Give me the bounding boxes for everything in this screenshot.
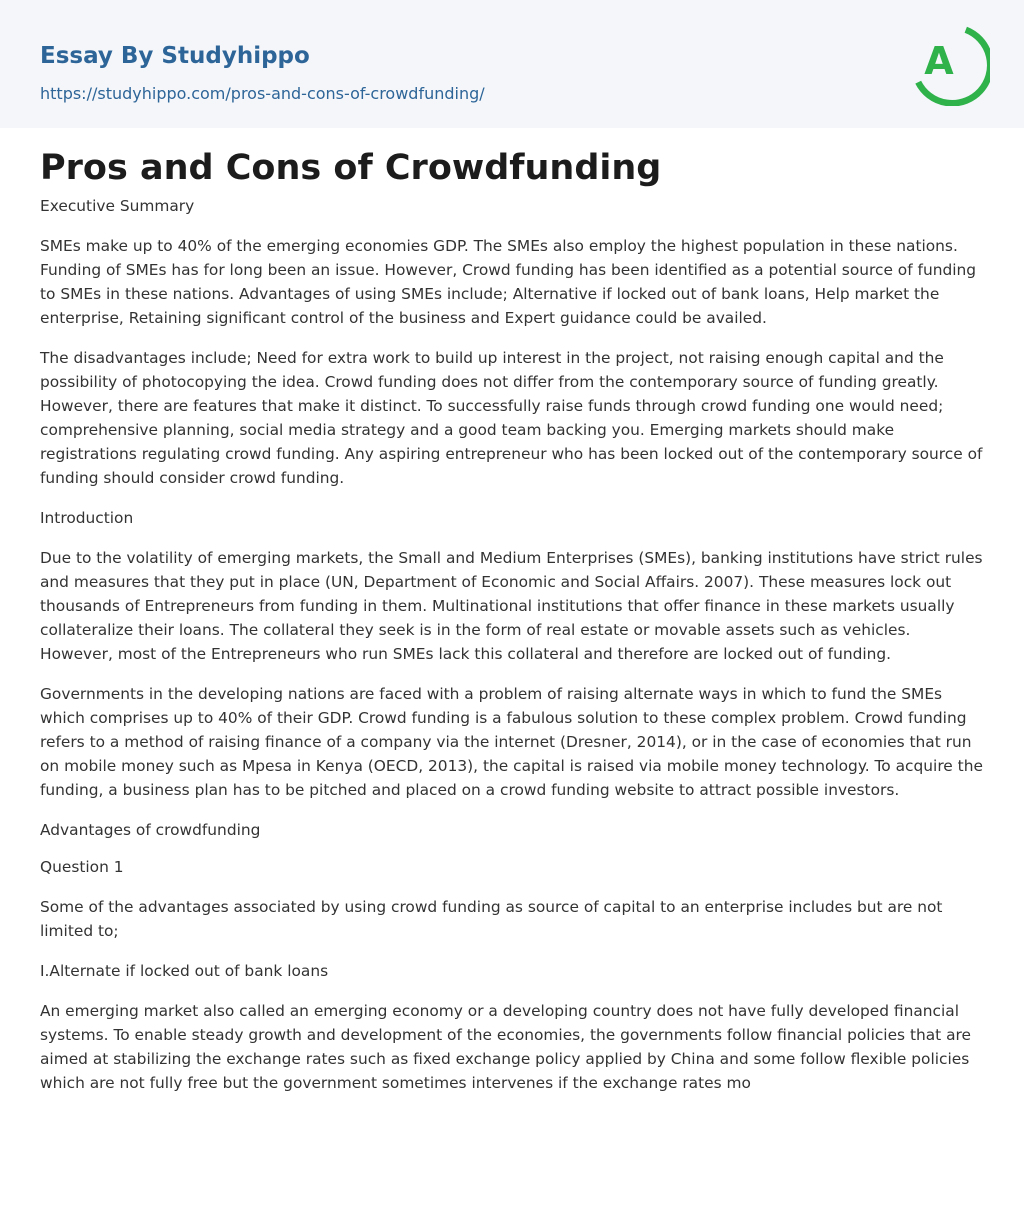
paragraph-3: Due to the volatility of emerging markets, the Small and Medium Enterprises (SMEs), banking institutions have strict rules and measures that they put in place (UN, Department of Economic and Social Affairs. 2007). These measures lock out thousands of Entrepreneurs from funding in them. Multinational institutions that offer finance in these markets usually collateralize their loans. The collateral they seek is in the form of real estate or movable assets such as vehicles. However, most of the Entrepreneurs who run SMEs lack this collateral and therefore are locked out of funding. xyxy=(40,549,983,663)
section-label-question-1: Question 1 xyxy=(40,858,124,876)
site-header xyxy=(0,0,1024,128)
section-label-advantages: Advantages of crowdfunding xyxy=(40,821,261,839)
paragraph-5: Some of the advantages associated by using crowd funding as source of capital to an enterprise includes but are not limited to; xyxy=(40,898,943,940)
section-label-executive-summary: Executive Summary xyxy=(40,197,195,215)
studyhippo-logo-icon[interactable] xyxy=(910,18,990,106)
section-label-introduction: Introduction xyxy=(40,509,134,527)
page-title: Pros and Cons of Crowdfunding xyxy=(40,148,662,188)
paragraph-6: An emerging market also called an emerging economy or a developing country does not have fully developed financial systems. To enable steady growth and development of the economies, the governments follow financial policies that are aimed at stabilizing the exchange rates such as fixed exchange policy applied by China and some follow flexible policies which are not fully free but the government sometimes intervenes if the exchange rates mo xyxy=(40,1002,971,1092)
essay-url-link[interactable]: https://studyhippo.com/pros-and-cons-of-crowdfunding/ xyxy=(40,84,485,103)
brand-title: Essay By Studyhippo xyxy=(40,43,310,69)
paragraph-1: SMEs make up to 40% of the emerging economies GDP. The SMEs also employ the highest population in these nations. Funding of SMEs has for long been an issue. However, Crowd funding has been identified as a potential source of funding to SMEs in these nations. Advantages of using SMEs include; Alternative if locked out of bank loans, Help market the enterprise, Retaining significant control of the business and Expert guidance could be availed. xyxy=(40,237,977,327)
subheading-alternate-bank-loans: I.Alternate if locked out of bank loans xyxy=(40,962,329,980)
paragraph-4: Governments in the developing nations are faced with a problem of raising alternate ways in which to fund the SMEs which comprises up to 40% of their GDP. Crowd funding is a fabulous solution to these complex problem. Crowd funding refers to a method of raising finance of a company via the internet (Dresner, 2014), or in the case of economies that run on mobile money such as Mpesa in Kenya (OECD, 2013), the capital is raised via mobile money technology. To acquire the funding, a business plan has to be pitched and placed on a crowd funding website to attract possible investors. xyxy=(40,685,983,799)
paragraph-2: The disadvantages include; Need for extra work to build up interest in the project, not raising enough capital and the possibility of photocopying the idea. Crowd funding does not differ from the contemporary source of funding greatly. However, there are features that make it distinct. To successfully raise funds through crowd funding one would need; comprehensive planning, social media strategy and a good team backing you. Emerging markets should make registrations regulating crowd funding. Any aspiring entrepreneur who has been locked out of the contemporary source of funding should consider crowd funding. xyxy=(40,349,983,487)
logo-letter: A xyxy=(924,39,954,83)
essay-content xyxy=(0,128,1024,1095)
